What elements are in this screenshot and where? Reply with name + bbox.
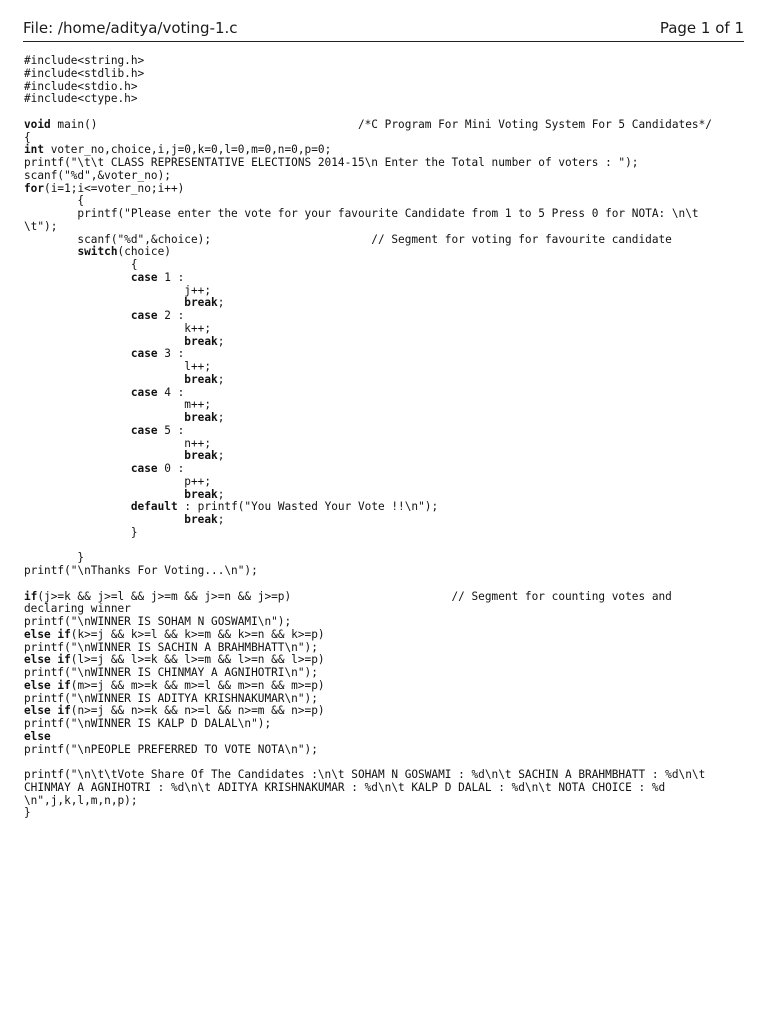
code-line [24,527,739,540]
code-text: n++; [24,436,212,450]
code-keyword: else if [24,627,71,641]
code-keyword: else if [24,653,71,667]
code-text [24,271,131,284]
code-keyword: break [184,487,218,501]
code-text [24,513,184,526]
code-keyword: for [24,181,45,195]
code-text: (l>=j && l>=k && l>=m && l>=n && l>=p) [70,653,325,667]
code-text: 0 : [157,462,185,475]
code-keyword: break [184,449,218,463]
code-text: printf("\nWINNER IS SACHIN A BRAHMBHATT\n"); [24,640,318,654]
code-text: \t"); [24,219,58,233]
code-text: 1 : [157,270,185,284]
code-keyword: else if [24,678,71,692]
code-line [24,540,739,553]
code-text: printf("\t\t CLASS REPRESENTATIVE ELECTIONS 2014-15\n Enter the Total number of voters : "); [24,156,639,169]
code-text: main() /*C Program For Mini Voting System For 5 Candidates*/ [50,117,712,131]
code-text: printf("\n\t\tVote Share Of The Candidates :\n\t SOHAM N GOSWAMI : %d\n\t SACHIN A BRAHMBHATT : %d\n\t [24,768,706,781]
code-text: ; [217,296,225,310]
code-text: #include<stdio.h> [24,79,138,93]
code-keyword: break [184,296,218,310]
code-text: m++; [24,398,212,412]
code-text: #include<stdlib.h> [24,66,145,80]
code-line [24,807,739,820]
code-text: k++; [24,321,212,335]
code-text: printf("\nWINNER IS SOHAM N GOSWAMI\n"); [24,615,292,628]
code-keyword: case [130,423,158,437]
code-text [24,373,184,386]
code-keyword: default [130,500,178,514]
code-text: (i=1;i<=voter_no;i++) [44,181,185,195]
code-text [24,335,184,348]
code-text: ; [217,513,225,526]
code-keyword: case [130,462,158,475]
code-text: (m>=j && m>=k && m>=l && m>=n && m>=p) [70,678,325,692]
code-text: 5 : [157,423,185,437]
code-line [24,744,739,757]
code-text [24,347,131,360]
code-text: ; [217,449,225,463]
page-number: Page 1 of 1 [659,19,744,37]
source-code-listing [24,55,739,820]
code-keyword: break [184,513,218,526]
code-text [24,296,184,309]
code-text: (choice) [117,245,171,259]
code-text: #include<ctype.h> [24,92,138,106]
page-header [23,19,744,42]
code-line [24,183,739,196]
code-keyword: void [24,117,51,131]
code-text: printf("\nWINNER IS KALP D DALAL\n"); [24,717,272,730]
code-text: printf("\nThanks For Voting...\n"); [24,564,258,577]
code-text: (n>=j && n>=k && n>=l && n>=m && n>=p) [70,704,325,718]
code-keyword: case [130,347,158,361]
code-text: (j>=k && j>=l && j>=m && j>=n && j>=p) // Segment for counting votes and [37,589,672,603]
code-text: printf("\nWINNER IS ADITYA KRISHNAKUMAR\n"); [24,691,318,705]
code-text: { [24,258,138,271]
code-text: : printf("You Wasted Your Vote !!\n"); [177,500,439,514]
code-text: voter_no,choice,i,j=0,k=0,l=0,m=0,n=0,p=0; [44,143,332,157]
code-text: (k>=j && k>=l && k>=m && k>=n && k>=p) [70,627,325,641]
code-text: printf("\nPEOPLE PREFERRED TO VOTE NOTA\n"); [24,742,318,756]
code-text: printf("\nWINNER IS CHINMAY A AGNIHOTRI\n"); [24,666,318,679]
code-text: printf("Please enter the vote for your favourite Candidate from 1 to 5 Press 0 for NOTA: \n\t [24,207,699,220]
code-text [24,386,131,399]
code-keyword: int [24,143,45,157]
code-text: { [24,194,85,208]
code-line [24,119,739,132]
code-text [24,488,184,501]
code-keyword: case [130,385,158,399]
code-keyword: break [184,334,218,348]
code-text [24,411,184,424]
code-text [24,462,131,475]
code-text [24,500,131,513]
code-keyword: break [184,411,218,424]
code-line [24,795,739,808]
code-line [24,93,739,106]
code-line [24,208,739,221]
code-text: } [24,525,138,539]
code-text: { [24,130,31,144]
code-text: declaring winner [24,602,131,616]
code-text: ; [217,372,225,386]
code-text [24,309,131,322]
code-keyword: break [184,372,218,386]
code-text: l++; [24,360,212,373]
code-text: } [24,806,31,820]
code-text: 4 : [157,385,185,399]
code-text [24,245,77,258]
code-keyword: case [130,309,158,322]
code-line [24,565,739,578]
code-line [24,591,739,604]
code-line [24,718,739,731]
code-text: } [24,551,85,565]
code-text: p++; [24,474,212,488]
code-keyword: else if [24,704,71,718]
code-text: 3 : [157,347,185,361]
code-text: CHINMAY A AGNIHOTRI : %d\n\t ADITYA KRISHNAKUMAR : %d\n\t KALP D DALAL : %d\n\t NOTA CHOICE : %d [24,780,666,794]
code-text: scanf("%d",&choice); // Segment for voting for favourite candidate [24,232,672,246]
code-keyword: else [24,729,51,743]
code-text: ; [217,411,225,424]
code-text: #include<string.h> [24,54,145,67]
code-keyword: if [24,589,38,603]
file-path: File: /home/aditya/voting-1.c [23,19,238,37]
code-text: ; [217,487,225,501]
code-text: scanf("%d",&voter_no); [24,168,171,182]
code-text: \n",j,k,l,m,n,p); [24,793,138,807]
code-keyword: case [130,270,158,284]
code-keyword: switch [77,245,118,259]
code-text [24,424,131,437]
code-text: ; [217,334,225,348]
code-text [24,449,184,462]
code-text: 2 : [157,309,185,322]
code-text: j++; [24,283,212,297]
